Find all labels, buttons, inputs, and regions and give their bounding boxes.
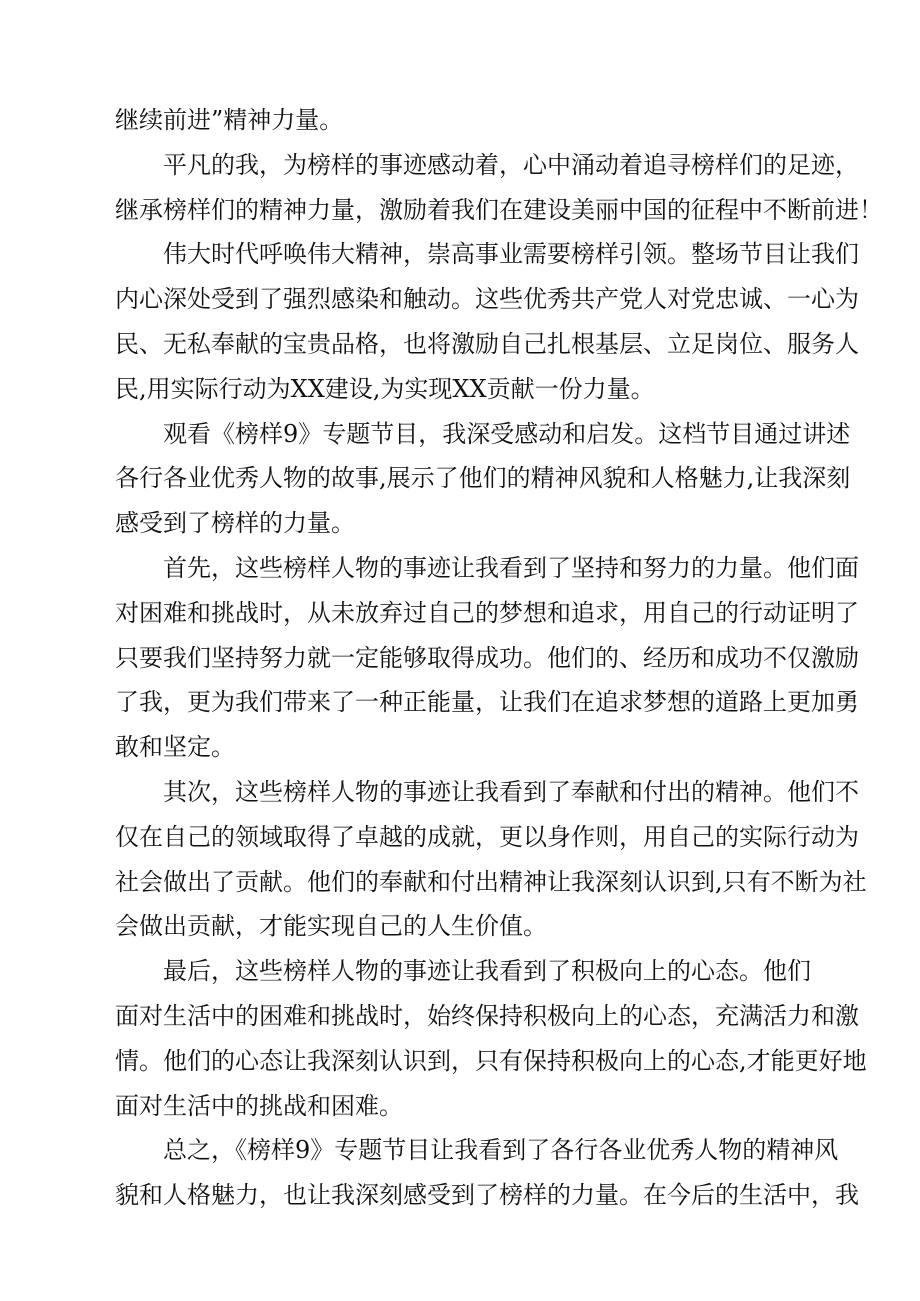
text-line: 伟大时代呼唤伟大精神，崇高事业需要榜样引领。整场节目让我们: [163, 240, 859, 269]
paragraph: [115, 98, 835, 143]
text-line: 对困难和挑战时，从未放弃过自己的梦想和追求，用自己的行动证明了: [115, 598, 859, 627]
text-line: 其次，这些榜样人物的事迹让我看到了奉献和付出的精神。他们不: [163, 777, 859, 806]
paragraph: [115, 412, 851, 546]
text-line: 最后，这些榜样人物的事迹让我看到了积极向上的心态。他们: [163, 957, 811, 986]
paragraph: [115, 143, 883, 233]
text-line: 感受到了榜样的力量。: [115, 509, 355, 538]
paragraph: [115, 546, 859, 770]
text-line: 继续前进”精神力量。: [115, 106, 344, 134]
text-line: 总之，《榜样9》专题节目让我看到了各行各业优秀人物的精神风: [163, 1136, 839, 1165]
text-line: 敢和坚定。: [115, 733, 235, 762]
text-line: 了我，更为我们带来了一种正能量，让我们在追求梦想的道路上更加勇: [115, 688, 859, 717]
text-line: 民,用实际行动为XX建设,为实现XX贡献一份力量。: [115, 374, 655, 403]
text-line: 会做出贡献，才能实现自己的人生价值。: [115, 912, 547, 941]
text-line: 平凡的我，为榜样的事迹感动着，心中涌动着追寻榜样们的足迹，: [163, 150, 859, 179]
text-line: 首先，这些榜样人物的事迹让我看到了坚持和努力的力量。他们面: [163, 553, 859, 582]
text-line: 面对生活中的困难和挑战时，始终保持积极向上的心态，充满活力和激: [115, 1001, 859, 1030]
text-line: 貌和人格魅力，也让我深刻感受到了榜样的力量。在今后的生活中，我: [115, 1181, 859, 1210]
text-line: 各行各业优秀人物的故事,展示了他们的精神风貌和人格魅力,让我深刻: [115, 464, 851, 493]
text-line: 仅在自己的领域取得了卓越的成就，更以身作则，用自己的实际行动为: [115, 822, 859, 851]
text-line: 社会做出了贡献。他们的奉献和付出精神让我深刻认识到,只有不断为社: [115, 867, 867, 896]
paragraph: [115, 949, 867, 1128]
text-line: 面对生活中的挑战和困难。: [115, 1091, 403, 1120]
text-line: 观看《榜样9》专题节目，我深受感动和启发。这档节目通过讲述: [163, 419, 851, 448]
text-line: 只要我们坚持努力就一定能够取得成功。他们的、经历和成功不仅激励: [115, 643, 859, 672]
paragraph: [115, 1128, 859, 1218]
text-line: 内心深处受到了强烈感染和触动。这些优秀共产党人对党忠诚、一心为: [115, 285, 859, 314]
text-line: 继承榜样们的精神力量，激励着我们在建设美丽中国的征程中不断前进！: [115, 195, 883, 224]
text-line: 情。他们的心态让我深刻认识到，只有保持积极向上的心态,才能更好地: [115, 1046, 867, 1075]
text-line: 民、无私奉献的宝贵品格，也将激励自己扎根基层、立足岗位、服务人: [115, 329, 859, 358]
paragraph: [115, 232, 859, 411]
paragraph: [115, 770, 867, 949]
document-body: [115, 98, 883, 1218]
